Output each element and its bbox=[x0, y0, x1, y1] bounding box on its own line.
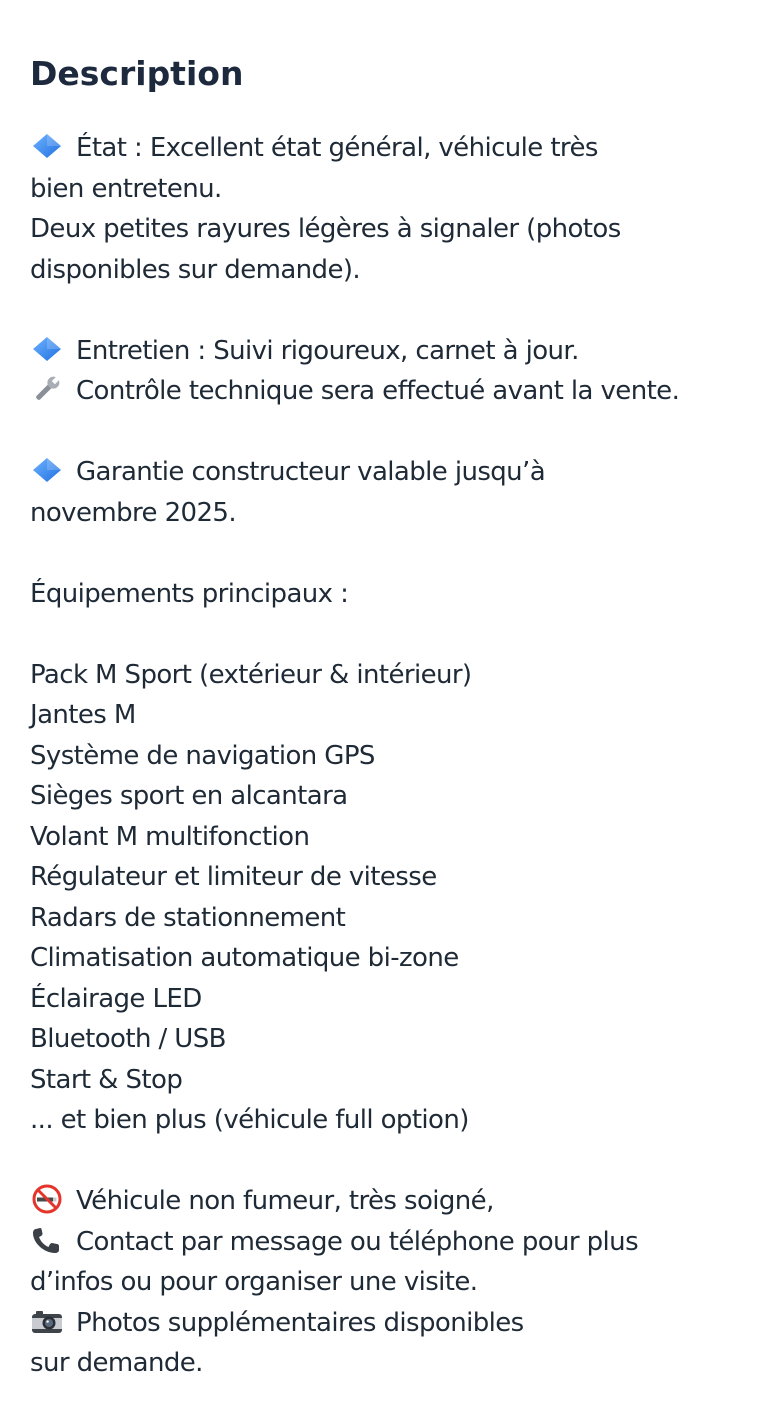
equipment-item: Volant M multifonction bbox=[30, 821, 310, 852]
spacer bbox=[30, 412, 750, 453]
contact-line-4: Photos supplémentaires disponibles bbox=[30, 1303, 750, 1344]
maintenance-line-2: Contrôle technique sera effectué avant la vente. bbox=[30, 371, 750, 412]
equipment-item: Régulateur et limiteur de vitesse bbox=[30, 862, 437, 892]
blue-diamond-icon bbox=[30, 334, 64, 364]
spacer bbox=[30, 614, 750, 655]
state-line-1: État : Excellent état général, véhicule très bbox=[30, 128, 750, 169]
contact-line-1: Véhicule non fumeur, très soigné, bbox=[30, 1181, 750, 1222]
equipment-item: Climatisation automatique bi-zone bbox=[30, 943, 459, 973]
equipment-item: ... et bien plus (véhicule full option) bbox=[30, 1105, 469, 1135]
equipment-item: Radars de stationnement bbox=[30, 902, 346, 933]
equipment-item: Bluetooth / USB bbox=[30, 1024, 226, 1054]
blue-diamond-icon bbox=[30, 455, 64, 485]
warranty-line-1: Garantie constructeur valable jusqu’à bbox=[30, 452, 750, 493]
equipment-item: Start & Stop bbox=[30, 1064, 183, 1095]
warranty-line-2: novembre 2025. bbox=[30, 497, 237, 528]
equipment-item: Éclairage LED bbox=[30, 983, 202, 1014]
state-line-4: disponibles sur demande). bbox=[30, 254, 361, 285]
blue-diamond-icon bbox=[30, 131, 64, 161]
spacer bbox=[30, 290, 750, 331]
spacer bbox=[30, 533, 750, 574]
contact-line-5: sur demande. bbox=[30, 1348, 203, 1378]
telephone-receiver-icon bbox=[30, 1225, 64, 1255]
camera-icon bbox=[30, 1306, 64, 1336]
equipment-item: Pack M Sport (extérieur & intérieur) bbox=[30, 659, 472, 690]
equipment-item: Sièges sport en alcantara bbox=[30, 781, 348, 811]
contact-line-2: Contact par message ou téléphone pour plus bbox=[30, 1222, 750, 1263]
spacer bbox=[30, 1141, 750, 1182]
wrench-icon bbox=[30, 374, 64, 404]
state-line-3: Deux petites rayures légères à signaler (photos bbox=[30, 214, 621, 244]
description-body bbox=[30, 128, 750, 1384]
no-smoking-icon bbox=[30, 1184, 64, 1214]
maintenance-line-1: Entretien : Suivi rigoureux, carnet à jour. bbox=[30, 331, 750, 372]
state-line-2: bien entretenu. bbox=[30, 173, 222, 204]
section-title: Description bbox=[30, 54, 244, 93]
equipment-item: Jantes M bbox=[30, 700, 136, 730]
contact-line-3: d’infos ou pour organiser une visite. bbox=[30, 1267, 478, 1297]
equipment-item: Système de navigation GPS bbox=[30, 740, 375, 771]
equipment-heading: Équipements principaux : bbox=[30, 578, 349, 609]
